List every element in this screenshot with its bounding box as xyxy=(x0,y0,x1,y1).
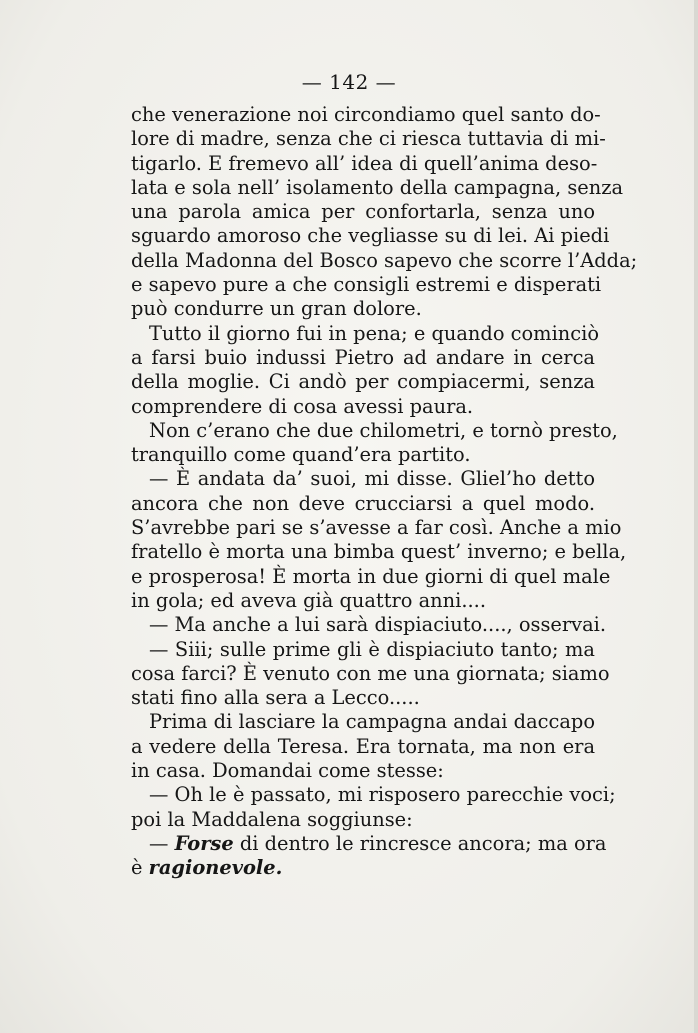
text-fragment: è xyxy=(131,856,143,880)
text-line: in gola; ed aveva già quattro anni.... xyxy=(131,588,487,612)
text-line: Tutto il giorno fui in pena; e quando cominciò xyxy=(149,321,599,345)
text-line xyxy=(131,831,607,856)
emphasized-word: Forse xyxy=(174,831,234,855)
text-line: — Siii; sulle prime gli è dispiaciuto tanto; ma xyxy=(149,637,595,661)
text-line: lore di madre, senza che ci riesca tuttavia di mi- xyxy=(131,127,606,151)
page-number: — 142 — xyxy=(301,70,397,94)
text-fragment: di dentro le rincresce ancora; ma ora xyxy=(239,831,607,855)
text-line xyxy=(131,856,595,880)
text-line: una parola amica per confortarla, senza uno xyxy=(131,200,595,224)
text-line: fratello è morta una bimba quest’ inverno; e bella, xyxy=(131,540,627,564)
text-line: cosa farci? È venuto con me una giornata; siamo xyxy=(131,661,610,685)
text-line: della Madonna del Bosco sapevo che scorre l’Adda; xyxy=(131,248,638,272)
text-line: poi la Maddalena soggiunse: xyxy=(131,807,413,831)
text-line: in casa. Domandai come stesse: xyxy=(131,759,444,783)
text-line: stati fino alla sera a Lecco..... xyxy=(131,686,420,710)
text-line: tranquillo come quand’era partito. xyxy=(131,443,471,467)
emphasized-word: ragionevole. xyxy=(148,856,283,880)
dash: — xyxy=(149,831,169,855)
text-line: — Ma anche a lui sarà dispiaciuto...., osservai. xyxy=(149,613,607,637)
text-line: e sapevo pure a che consigli estremi e disperati xyxy=(131,273,602,297)
body-text xyxy=(131,103,638,881)
text-line: S’avrebbe pari se s’avesse a far così. Anche a mio xyxy=(131,516,622,540)
text-line: della moglie. Ci andò per compiacermi, senza xyxy=(131,370,595,394)
text-line: — È andata da’ suoi, mi disse. Gliel’ho detto xyxy=(149,467,595,491)
text-line: lata e sola nell’ isolamento della campagna, senza xyxy=(131,175,624,199)
text-line: Prima di lasciare la campagna andai daccapo xyxy=(149,710,595,734)
text-line: può condurre un gran dolore. xyxy=(131,297,422,321)
text-line: Non c’erano che due chilometri, e tornò presto, xyxy=(149,418,618,442)
page-edge xyxy=(694,0,698,1033)
text-line: comprendere di cosa avessi paura. xyxy=(131,394,474,418)
text-line: che venerazione noi circondiamo quel santo do- xyxy=(131,103,601,126)
text-line: ancora che non deve crucciarsi a quel modo. xyxy=(131,491,595,515)
text-line: sguardo amoroso che vegliasse su di lei. Ai piedi xyxy=(131,224,610,248)
text-line: a vedere della Teresa. Era tornata, ma non era xyxy=(131,734,595,758)
text-line: e prosperosa! È morta in due giorni di quel male xyxy=(131,564,611,588)
text-line: — Oh le è passato, mi risposero parecchie voci; xyxy=(149,783,616,807)
text-line: tigarlo. E fremevo all’ idea di quell’anima deso- xyxy=(131,151,598,175)
text-line: a farsi buio indussi Pietro ad andare in cerca xyxy=(131,345,595,369)
